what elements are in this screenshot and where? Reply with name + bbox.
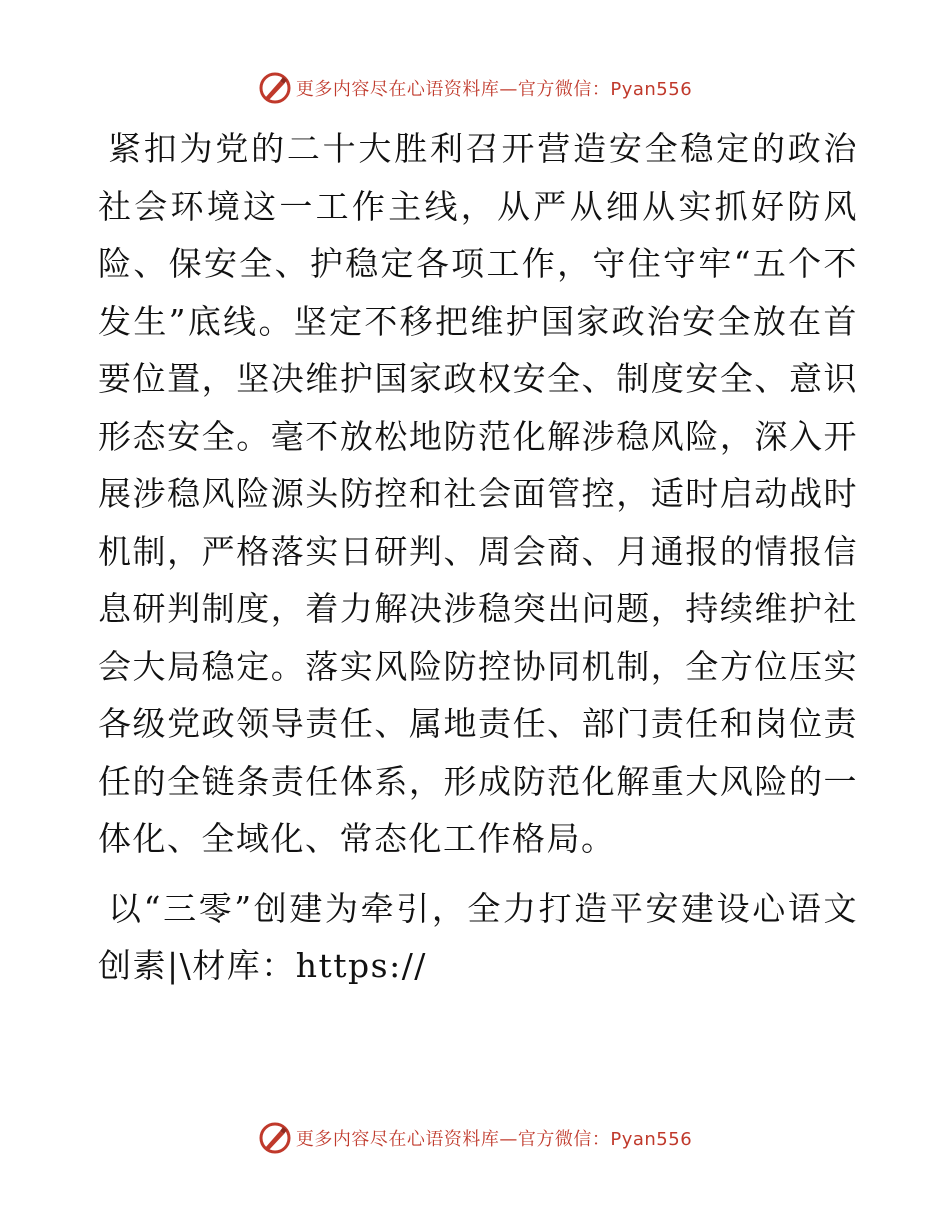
- header-watermark: [0, 68, 950, 108]
- paragraph-1: 紧扣为党的二十大胜利召开营造安全稳定的政治社会环境这一工作主线，从严从细从实抓好防风险、保安全、护稳定各项工作，守住守牢“五个不发生”底线。坚定不移把维护国家政治安全放在首要位置，坚决维护国家政权安全、制度安全、意识形态安全。毫不放松地防范化解涉稳风险，深入开展涉稳风险源头防控和社会面管控，适时启动战时机制，严格落实日研判、周会商、月通报的情报信息研判制度，着力解决涉稳突出问题，持续维护社会大局稳定。落实风险防控协同机制，全方位压实各级党政领导责任、属地责任、部门责任和岗位责任的全链条责任体系，形成防范化解重大风险的一体化、全域化、常态化工作格局。: [98, 129, 858, 858]
- pen-logo-icon: [258, 1121, 292, 1155]
- document-body: [98, 120, 858, 995]
- footer-watermark: [0, 1118, 950, 1158]
- watermark-text: 更多内容尽在心语资料库—官方微信：Pyan556: [295, 1129, 693, 1150]
- paragraph-2: 以“三零”创建为牵引，全力打造平安建设心语文创素|\材库：https://: [98, 888, 858, 985]
- watermark-text: 更多内容尽在心语资料库—官方微信：Pyan556: [295, 79, 693, 100]
- pen-logo-icon: [258, 71, 292, 105]
